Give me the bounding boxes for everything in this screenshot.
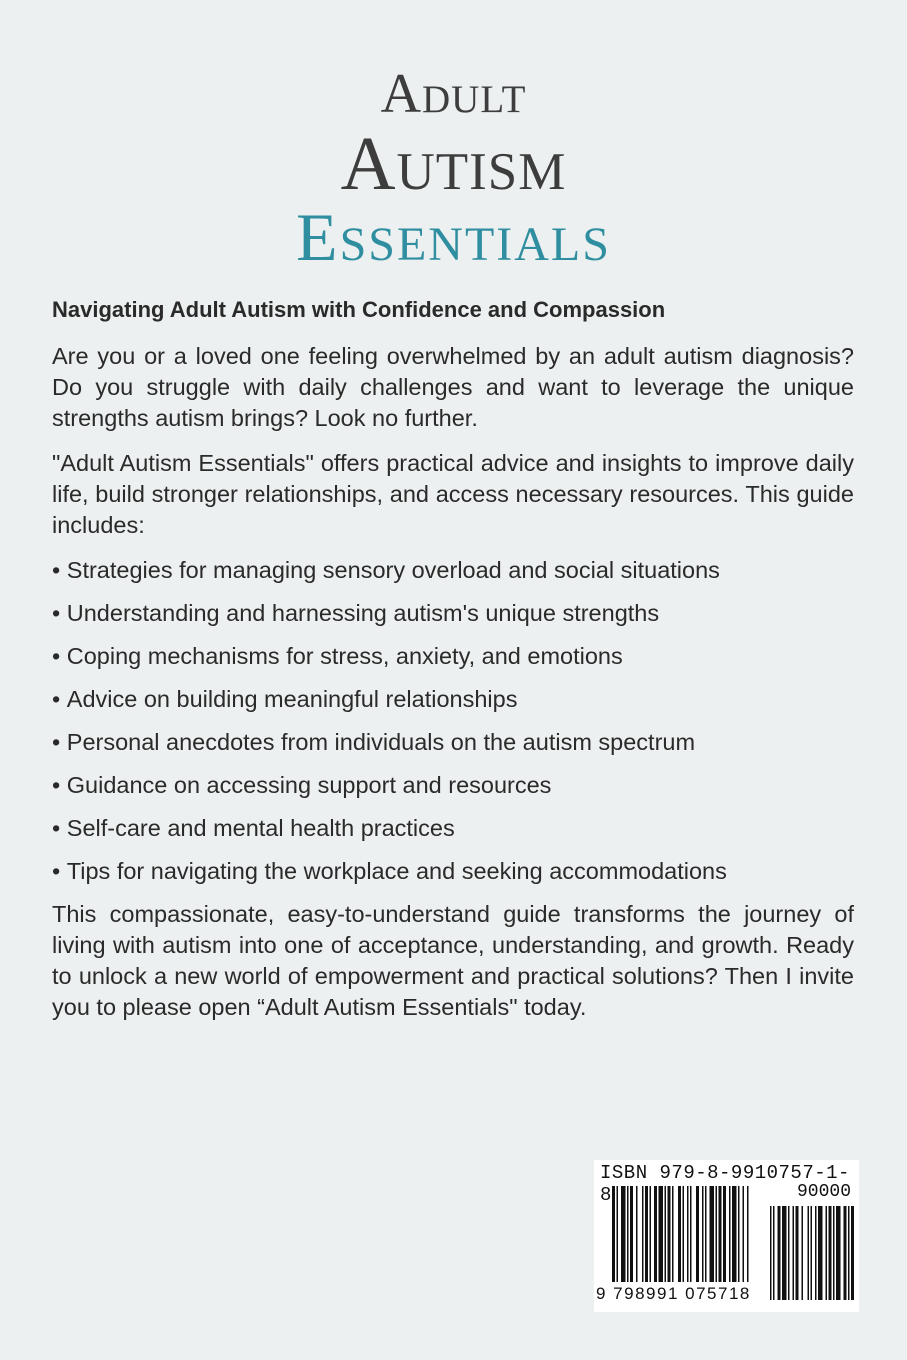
- list-item: • Coping mechanisms for stress, anxiety, and emotions: [52, 641, 854, 672]
- barcode-bar: [738, 1186, 740, 1282]
- addon-bar: [811, 1206, 813, 1300]
- feature-list: [52, 555, 854, 887]
- list-item: • Self-care and mental health practices: [52, 813, 854, 844]
- title-line-essentials: Essentials: [296, 199, 611, 275]
- description-paragraph: "Adult Autism Essentials" offers practical advice and insights to improve daily life, build stronger relationships, and access necessary resources. This guide includes:: [52, 450, 854, 538]
- addon-bar: [788, 1206, 790, 1300]
- barcode-bar: [627, 1186, 629, 1282]
- isbn-barcode: [594, 1160, 859, 1312]
- barcode-bar: [630, 1186, 633, 1282]
- blurb: [52, 294, 854, 1037]
- addon-bar: [815, 1206, 817, 1300]
- barcode-bar: [617, 1186, 619, 1282]
- list-item: • Guidance on accessing support and resources: [52, 770, 854, 801]
- price-addon: 90000: [796, 1182, 851, 1202]
- barcode-bar: [668, 1186, 671, 1282]
- addon-bar: [818, 1206, 823, 1300]
- barcode-bar: [678, 1186, 681, 1282]
- barcode-bar: [747, 1186, 749, 1282]
- intro-paragraph: Are you or a loved one feeling overwhelmed by an adult autism diagnosis? Do you struggle with daily challenges and want to leverage the unique strengths autism brings? Look no further.: [52, 343, 854, 431]
- barcode-bar: [665, 1186, 667, 1282]
- barcode-bar: [612, 1186, 615, 1282]
- barcode-bar: [672, 1186, 674, 1282]
- addon-bar: [773, 1206, 775, 1300]
- barcode-bar: [702, 1186, 704, 1282]
- addon-bar: [796, 1206, 799, 1300]
- title-line-autism: Autism: [340, 122, 567, 206]
- barcode-bar: [732, 1186, 737, 1282]
- book-title: [0, 62, 907, 275]
- addon-bar: [808, 1206, 810, 1300]
- list-item: • Advice on building meaningful relationships: [52, 684, 854, 715]
- barcode-bar: [705, 1186, 707, 1282]
- headline: Navigating Adult Autism with Confidence and Compassion: [52, 297, 666, 322]
- barcode-bar: [729, 1186, 731, 1282]
- barcode-bar: [645, 1186, 648, 1282]
- closing-paragraph: This compassionate, easy-to-understand guide transforms the journey of living with autism into one of acceptance, understanding, and growth. Ready to unlock a new world of empowerment and practical solutions? Then I invite you to please open “Adult Autism Essentials" today.: [52, 901, 854, 1020]
- title-line-adult: Adult: [380, 63, 527, 125]
- addon-bar: [844, 1206, 847, 1300]
- addon-bar: [829, 1206, 832, 1300]
- barcode-bar: [683, 1186, 685, 1282]
- ean-number: 9 798991 075718: [596, 1284, 751, 1303]
- barcode-bar: [650, 1186, 652, 1282]
- barcode-bar: [690, 1186, 692, 1282]
- barcode-bar: [719, 1186, 722, 1282]
- list-item: • Understanding and harnessing autism's unique strengths: [52, 598, 854, 629]
- barcode-bar: [716, 1186, 718, 1282]
- addon-bar: [836, 1206, 841, 1300]
- addon-bar: [793, 1206, 795, 1300]
- addon-bar: [833, 1206, 835, 1300]
- list-item: • Tips for navigating the workplace and seeking accommodations: [52, 856, 854, 887]
- list-item: • Personal anecdotes from individuals on the autism spectrum: [52, 727, 854, 758]
- addon-bar: [851, 1206, 854, 1300]
- list-item: • Strategies for managing sensory overload and social situations: [52, 555, 854, 586]
- barcode-bar: [696, 1186, 699, 1282]
- barcode-bar: [723, 1186, 726, 1282]
- barcode-bar: [743, 1186, 745, 1282]
- addon-bar: [770, 1206, 772, 1300]
- barcode-bar: [654, 1186, 657, 1282]
- barcode-bar: [710, 1186, 715, 1282]
- barcode-bar: [642, 1186, 644, 1282]
- barcode-bar: [659, 1186, 664, 1282]
- barcode-bar: [621, 1186, 626, 1282]
- barcode-bar: [687, 1186, 689, 1282]
- isbn-label: ISBN 979-8-9910757-1-8: [600, 1162, 850, 1206]
- addon-bar: [782, 1206, 787, 1300]
- barcode-bar: [636, 1186, 638, 1282]
- addon-bar: [826, 1206, 828, 1300]
- addon-bar: [848, 1206, 850, 1300]
- addon-bar: [778, 1206, 781, 1300]
- addon-bar: [802, 1206, 804, 1300]
